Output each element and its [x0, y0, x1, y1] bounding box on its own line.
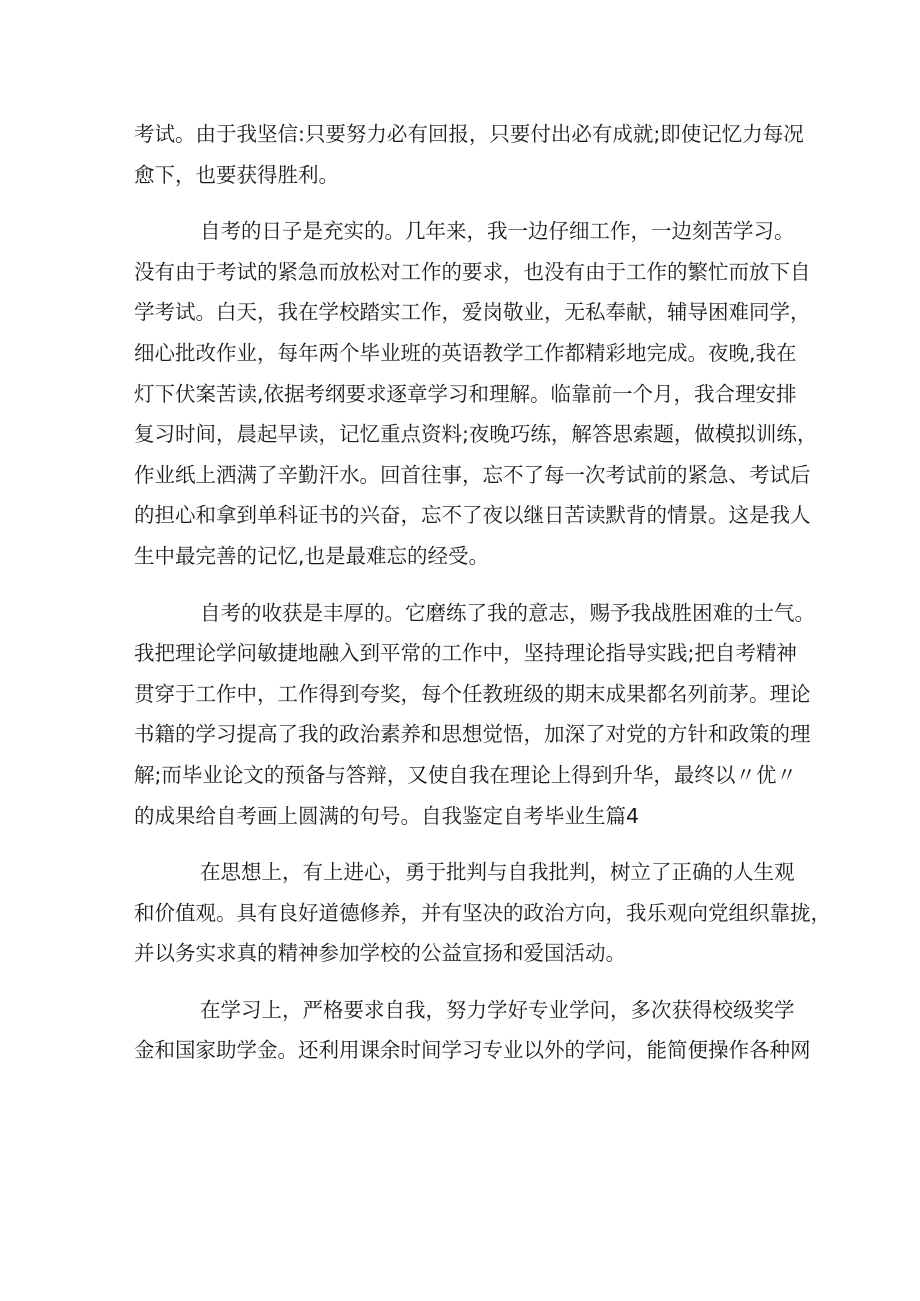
paragraph-4 — [134, 852, 831, 974]
text-line: 在思想上，有上进心，勇于批判与自我批判，树立了正确的人生观 — [200, 860, 795, 885]
text-line: 在学习上，严格要求自我，努力学好专业学问，多次获得校级奖学 — [200, 997, 795, 1022]
text-line: 并以务实求真的精神参加学校的公益宣扬和爱国活动。 — [134, 941, 626, 966]
text-line: 我把理论学问敏捷地融入到平常的工作中，坚持理论指导实践;把自考精神 — [134, 641, 797, 666]
text-line: 考试。由于我坚信:只要努力必有回报，只要付出必有成就;即使记忆力每况 — [134, 122, 804, 146]
paragraph-3 — [134, 593, 815, 837]
text-line: 贯穿于工作中，工作得到夸奖，每个任教班级的期末成果都名列前茅。理论 — [134, 681, 811, 706]
text-line: 细心批改作业，每年两个毕业班的英语教学工作都精彩地完成。夜晚,我在 — [134, 340, 797, 365]
text-line: 愈下，也要获得胜利。 — [134, 162, 339, 187]
paragraph-5 — [134, 990, 811, 1071]
text-line: 复习时间，晨起早读，记忆重点资料;夜晚巧练，解答思索题，做模拟训练， — [134, 422, 818, 447]
text-line: 作业纸上洒满了辛勤汗水。回首往事，忘不了每一次考试前的紧急、考试后 — [134, 462, 811, 487]
text-line: 没有由于考试的紧急而放松对工作的要求，也没有由于工作的繁忙而放下自 — [134, 259, 811, 284]
text-line: 和价值观。具有良好道德修养，并有坚决的政治方向，我乐观向党组织靠拢， — [134, 900, 831, 925]
document-body — [134, 114, 831, 1071]
text-line: 灯下伏案苦读,依据考纲要求逐章学习和理解。临靠前一个月，我合理安排 — [134, 381, 797, 406]
text-line: 的担心和拿到单科证书的兴奋，忘不了夜以继日苦读默背的情景。这是我人 — [134, 503, 811, 528]
text-line: 书籍的学习提高了我的政治素养和思想觉悟，加深了对党的方针和政策的理 — [134, 722, 811, 747]
paragraph-1 — [134, 114, 804, 195]
paragraph-2 — [134, 211, 818, 576]
text-line: 的成果给自考画上圆满的句号。自我鉴定自考毕业生篇4 — [134, 803, 640, 828]
text-line: 学考试。白天，我在学校踏实工作，爱岗敬业，无私奉献，辅导困难同学， — [134, 300, 811, 325]
text-line: 自考的收获是丰厚的。它磨练了我的意志，赐予我战胜困难的士气。 — [200, 600, 815, 625]
text-line: 金和国家助学金。还利用课余时间学习专业以外的学问，能简便操作各种网 — [134, 1038, 811, 1063]
text-line: 生中最完善的记忆,也是最难忘的经受。 — [134, 543, 490, 568]
text-line: 自考的日子是充实的。几年来，我一边仔细工作，一边刻苦学习。 — [200, 219, 795, 244]
text-line: 解;而毕业论文的预备与答辩，又使自我在理论上得到升华，最终以〃优〃 — [134, 762, 797, 787]
